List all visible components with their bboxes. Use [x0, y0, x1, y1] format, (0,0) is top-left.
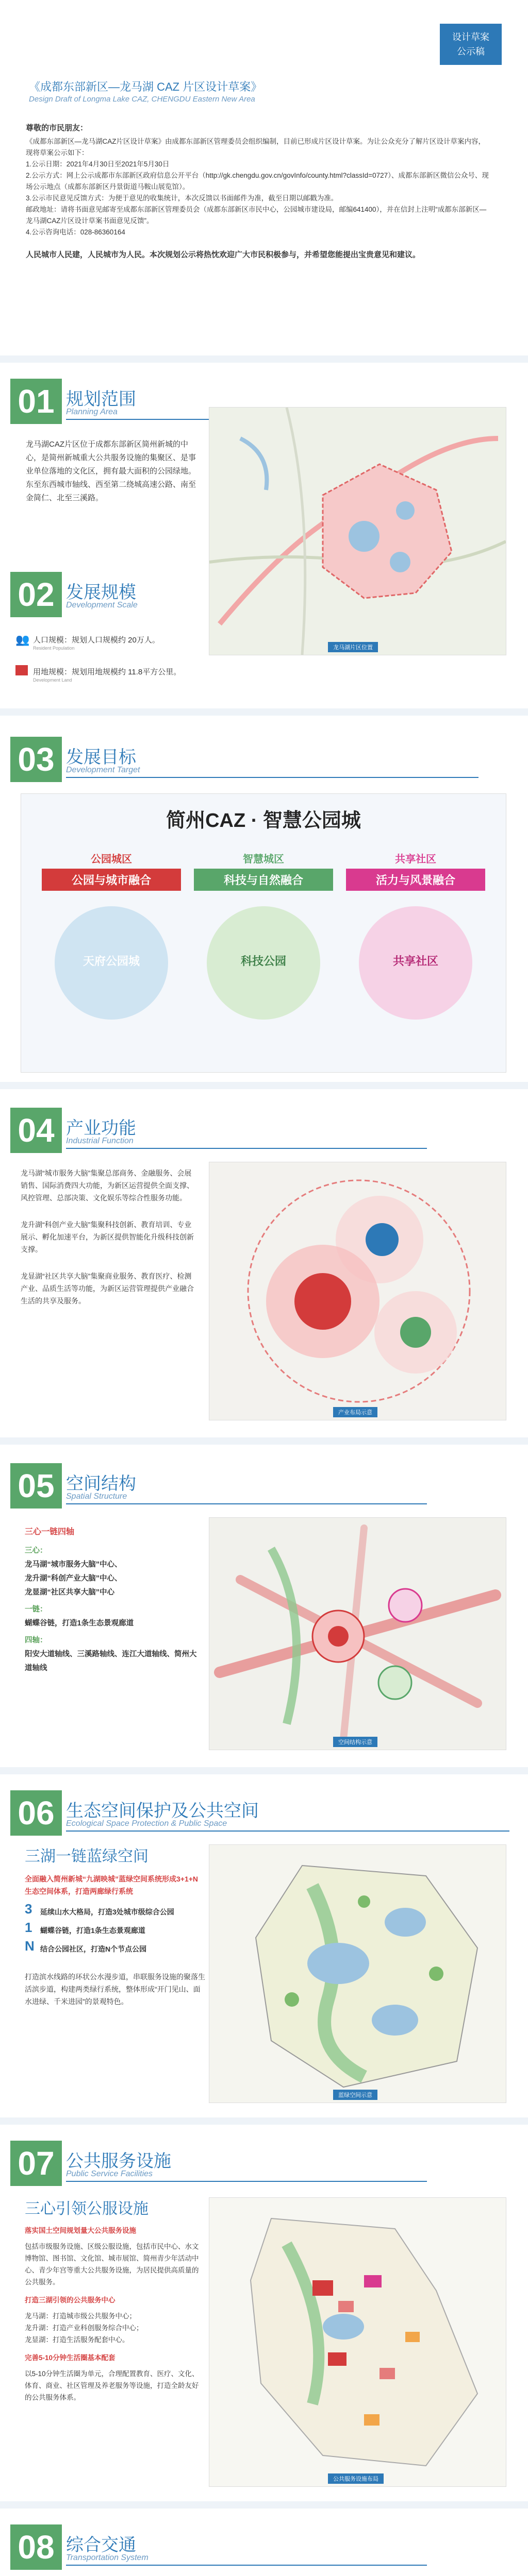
- section-title-en: Planning Area: [66, 408, 118, 416]
- highlight-text: 落实国土空间规划量大公共服务设施: [25, 2227, 136, 2234]
- intro-paragraph: 1.公示日期：2021年4月30日至2021年5月30日: [26, 160, 170, 168]
- structure-item: 龙马湖“城市服务大脑”中心、: [25, 1561, 122, 1569]
- section-number: 05: [10, 1463, 62, 1509]
- pillar-share: [346, 851, 485, 1020]
- highlight-text: 全面融入简州新城“九湖映城”蓝绿空间系统形成3+1+N生态空间体系，打造两廊绿行系统: [25, 1875, 199, 1895]
- eco-item-text: 结合公园社区，打造N个节点公园: [40, 1945, 147, 1953]
- map-graphic: [209, 1518, 506, 1750]
- figure-caption: 公共服务设施布局: [328, 2473, 384, 2484]
- section-04-text: [21, 1167, 196, 1311]
- document-subtitle: Design Draft of Longma Lake CAZ, CHENGDU Eastern New Area: [29, 95, 255, 104]
- highlight-text: 完善5-10分钟生活圈基本配套: [25, 2354, 116, 2362]
- pillar-subtitle: 科技与自然融合: [194, 869, 333, 891]
- structure-item-label: 三心：: [25, 1547, 47, 1555]
- paragraph: 以5-10分钟生活圈为单元，合理配置教育、医疗、文化、体育、商业、社区管理及养老服务等设施，打造全龄友好的公共服务体系。: [25, 2370, 199, 2401]
- section-02-header: [10, 572, 206, 617]
- header-underline: [66, 1831, 509, 1832]
- eco-item-text: 延续山水大格局，打造3处城市级综合公园: [40, 1908, 174, 1916]
- header-underline: [66, 1503, 427, 1504]
- intro-closing: 人民城市人民建，人民城市为人民。本次规划公示将热忱欢迎广大市民积极参与，并希望您能提出宝贵意见和建议。: [26, 250, 421, 259]
- structure-heading: 三心一链四轴: [25, 1528, 75, 1536]
- industry-function-map: [209, 1162, 506, 1420]
- highlight-text: 打造三湖引领的公共服务中心: [25, 2296, 116, 2304]
- population-label-en: Resident Population: [33, 646, 75, 651]
- section-divider: [0, 1082, 528, 1089]
- header-underline: [66, 777, 478, 778]
- pillar-circle: [207, 906, 320, 1020]
- intro-paragraph: 邮政地址：请将书面意见邮寄至成都东部新区管理委员会（成都东部新区市民中心，公园城市建设局，邮编641400），并在信封上注明“成都东部新区—龙马湖CAZ片区设计草案书面意见反馈”。: [26, 206, 487, 225]
- section-divider: [0, 2117, 528, 2125]
- eco-item: [25, 1901, 205, 1923]
- bullet-paragraph: 龙马湖“城市服务大脑”集聚总部商务、金融服务、会展销售、国际消费四大功能，为新区运营提供全面支撑、风控管理、总部决策、文化娱乐等综合性服务功能。: [21, 1169, 194, 1202]
- section-number: 06: [10, 1790, 62, 1836]
- structure-item: 龙显湖“社区共享大脑”中心: [25, 1588, 114, 1597]
- badge-line1: 设计草案: [452, 32, 489, 42]
- structure-item: 龙升湖“科创产业大脑”中心、: [25, 1574, 122, 1583]
- pillar-park: [42, 851, 181, 1020]
- draft-badge: [440, 24, 502, 65]
- land-stat: [15, 663, 206, 688]
- paragraph: 包括市级服务设施、区级公服设施，包括市民中心、水文博物馆、图书馆、文化馆、城市展馆、简州青少年活动中心、青少年宫等重大公共服务设施，为居民提供高质量的公共服务。: [25, 2243, 199, 2286]
- section-title-en: Industrial Function: [66, 1137, 134, 1145]
- header-underline: [66, 2565, 427, 2566]
- pillar-label: 智慧城区: [243, 854, 284, 865]
- intro-block: [26, 123, 490, 262]
- section-06-header: [10, 1790, 516, 1836]
- section-title: 发展目标: [66, 748, 136, 767]
- pillar-circle: [359, 906, 472, 1020]
- section-title: 产业功能: [66, 1118, 136, 1138]
- people-icon: 👥: [15, 633, 30, 646]
- section-title: 规划范围: [66, 389, 136, 409]
- eco-item-number: N: [25, 1938, 35, 1954]
- planning-area-map: [209, 407, 506, 655]
- section-title-en: Spatial Structure: [66, 1492, 127, 1501]
- section-number: 02: [10, 572, 62, 617]
- section-title-en: Development Target: [66, 766, 140, 774]
- section-title: 发展规模: [66, 583, 136, 602]
- section-04-header: [10, 1108, 505, 1153]
- section-divider: [0, 1437, 528, 1445]
- target-banner: 简州CAZ · 智慧公园城: [166, 810, 361, 832]
- section-07-text: [25, 2225, 205, 2408]
- figure-caption: 空间结构示意: [333, 1737, 377, 1747]
- section-divider: [0, 1767, 528, 1774]
- section-title-en: Ecological Space Protection & Public Space: [66, 1819, 227, 1828]
- pillar-subtitle: 活力与风景融合: [346, 869, 485, 891]
- section-07-header: [10, 2141, 505, 2186]
- section-05-text: [25, 1525, 200, 1675]
- section-06-text: [25, 1873, 205, 2012]
- spatial-structure-map: [209, 1517, 506, 1750]
- structure-item: 阳安大道轴线、三溪路轴线、连江大道轴线、简州大道轴线: [25, 1650, 197, 1672]
- map-graphic: [209, 1845, 506, 2103]
- map-graphic: [209, 1162, 506, 1420]
- structure-item-label: 四轴：: [25, 1636, 47, 1645]
- section-title: 空间结构: [66, 1474, 136, 1494]
- development-target-diagram: [21, 793, 506, 1073]
- section-divider: [0, 355, 528, 363]
- eco-item: [25, 1938, 205, 1960]
- section-title: 综合交通: [66, 2535, 136, 2555]
- land-label-en: Development Land: [33, 677, 72, 683]
- intro-paragraph: 2.公示方式：网上公示成都市东部新区政府信息公开平台（http://gk.chengdu.gov.cn/govInfo/county.html?classId=0727）、成都东部新区微信公众号、现场公示地点（成都东部新区丹景街道马鞍山展览馆）。: [26, 172, 489, 191]
- section-number: 01: [10, 379, 62, 424]
- figure-caption: 产业布局示意: [333, 1407, 377, 1417]
- section-03-header: [10, 737, 505, 782]
- scale-stats: [15, 631, 206, 688]
- population-stat: [15, 631, 206, 656]
- paragraph: 龙升湖：打造产业科创服务综合中心；: [25, 2324, 143, 2332]
- map-graphic: [209, 408, 506, 655]
- section-01-text: [26, 438, 196, 509]
- section-number: 08: [10, 2524, 62, 2570]
- eco-item-number: 3: [25, 1901, 32, 1917]
- section-05-header: [10, 1463, 505, 1509]
- section-title: 生态空间保护及公共空间: [66, 1801, 259, 1821]
- land-label: 用地规模：规划用地规模约 11.8平方公里。: [33, 668, 182, 676]
- blue-green-space-map: [209, 1844, 506, 2103]
- paragraph: 龙马湖：打造城市级公共服务中心；: [25, 2312, 136, 2320]
- section-title: 公共服务设施: [66, 2151, 171, 2171]
- section-title-en: Development Scale: [66, 601, 138, 609]
- eco-item-text: 蝴蝶谷链，打造1条生态景观廊道: [40, 1926, 145, 1935]
- pillar-circle: [55, 906, 168, 1020]
- intro-paragraph: 4.公示咨询电话：028-86360164: [26, 228, 125, 236]
- section-divider: [0, 2501, 528, 2509]
- structure-item: 蝴蝶谷链，打造1条生态景观廊道: [25, 1619, 134, 1628]
- intro-greeting: 尊敬的市民朋友：: [26, 124, 88, 132]
- pillar-center-label: 共享社区: [392, 955, 438, 968]
- intro-paragraph: 3.公示市民意见反馈方式：为便于意见的收集统计，本次反馈以书面邮件为准，截至日期以邮戳为准。: [26, 194, 338, 202]
- population-label: 人口规模：规划人口规模约 20万人。: [33, 636, 160, 645]
- pillar-center-label: 天府公园城: [82, 955, 140, 968]
- pillar-smart: [194, 851, 333, 1020]
- section-divider: [0, 708, 528, 716]
- land-icon: [15, 665, 28, 675]
- structure-item-label: 一链：: [25, 1605, 47, 1614]
- pillar-label: 共享社区: [395, 854, 436, 865]
- subsection-title: 三心引领公服设施: [25, 2200, 148, 2217]
- header-underline: [66, 2181, 427, 2182]
- subsection-title: 三湖一链蓝绿空间: [25, 1848, 148, 1865]
- figure-caption: 龙马湖片区位置: [328, 642, 378, 652]
- section-title-en: Transportation System: [66, 2553, 148, 2562]
- bullet-paragraph: 龙升湖“科创产业大脑”集聚科技创新、教育培训、专业展示、孵化加速平台，为新区提供智能化升级科技创新支撑。: [21, 1221, 194, 1253]
- paragraph: 龙马湖CAZ片区位于成都东部新区简州新城的中心，是简州新城重大公共服务设施的集聚区、是事业单位落地的文化区，拥有最大面积的公园绿地。东至东西城市轴线、西至第二绕城高速公路、南至金简仁、北至三溪路。: [26, 440, 196, 502]
- eco-item-number: 1: [25, 1920, 32, 1935]
- pillar-subtitle: 公园与城市融合: [42, 869, 181, 891]
- intro-paragraph: 《成都东部新区—龙马湖CAZ片区设计草案》由成都东部新区管理委员会组织编制，目前已形成片区设计草案。为让公众充分了解片区设计草案内容，现将草案公示如下：: [26, 138, 485, 157]
- section-title-en: Public Service Facilities: [66, 2170, 153, 2178]
- section-number: 04: [10, 1108, 62, 1153]
- document-title: 《成都东部新区—龙马湖 CAZ 片区设计草案》: [29, 80, 262, 93]
- pillar-label: 公园城区: [91, 854, 132, 865]
- pillar-center-label: 科技公园: [240, 955, 286, 968]
- public-facilities-map: [209, 2197, 506, 2487]
- paragraph: 打造滨水线路的环状公水漫步道，串联服务设施的聚落生活滨步道，构建两类绿行系统，整体形成“开门见山、面水进绿、千米进园”的景观特色。: [25, 1973, 205, 2006]
- paragraph: 龙显湖：打造生活服务配套中心。: [25, 2336, 129, 2344]
- bullet-paragraph: 龙显湖“社区共享大脑”集聚商业服务、教育医疗、检测产业、品质生活等功能，为新区运营管理提供产业融合生活的共享及服务。: [21, 1272, 194, 1305]
- section-number: 07: [10, 2141, 62, 2186]
- badge-line2: 公示稿: [457, 46, 485, 57]
- figure-caption: 蓝绿空间示意: [333, 2090, 377, 2100]
- section-number: 03: [10, 737, 62, 782]
- map-graphic: [209, 2198, 506, 2486]
- header-underline: [66, 1148, 427, 1149]
- section-08-header: [10, 2524, 505, 2570]
- eco-item: [25, 1920, 205, 1942]
